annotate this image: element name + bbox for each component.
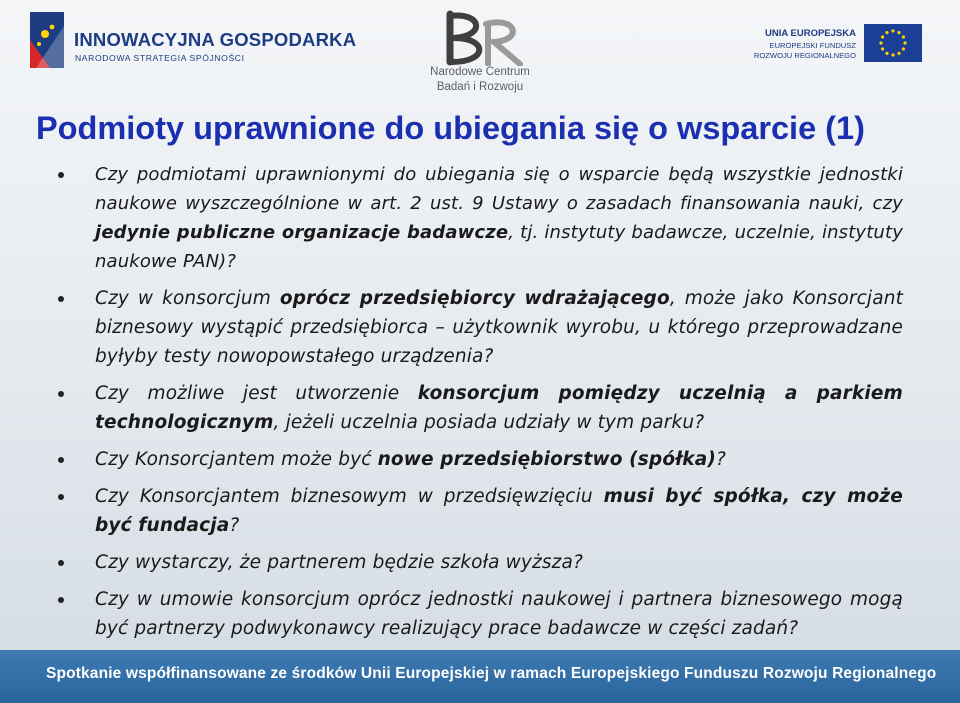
bullet-text: ? [229, 515, 240, 536]
bullet-text: Czy Konsorcjantem może być [95, 449, 378, 470]
bullet-text: , tj. instytuty badawcze, uczelnie, instytuty naukowe PAN)? [95, 222, 903, 272]
bullet-text: ? [715, 449, 726, 470]
slide-title: Podmioty uprawnione do ubiegania się o wsparcie (1) [36, 110, 865, 146]
bullet-text: Czy podmiotami uprawnionymi do ubiegania się o wsparcie będą wszystkie jednostki naukowe wyszczególnione w art. 2 ust. 9 Ustawy o zasadach finansowania nauki, czy [95, 164, 903, 214]
ncbr-logo-line1: Narodowe Centrum [430, 66, 530, 78]
bullet-text: Czy Konsorcjantem biznesowym w przedsięwzięciu [95, 486, 604, 507]
bullet-item [56, 482, 903, 540]
bullet-text: , jeżeli uczelnia posiada udziały w tym parku? [273, 412, 705, 433]
ncbr-br-monogram-icon [442, 10, 528, 66]
eu-logo-line1: UNIA EUROPEJSKA [765, 28, 856, 39]
ncbr-logo [420, 10, 540, 100]
eu-logo-line2: EUROPEJSKI FUNDUSZ [769, 41, 856, 50]
ig-flag-icon [30, 12, 64, 68]
bullet-text: Czy w konsorcjum [95, 288, 280, 309]
bullet-emphasis: jedynie publiczne organizacje badawcze [95, 222, 509, 243]
eu-logo-line3: ROZWOJU REGIONALNEGO [753, 51, 856, 60]
bullet-item [56, 445, 903, 474]
bullet-emphasis: konsorcjum pomiędzy uczelnią a parkiem technologicznym [95, 383, 903, 433]
bullet-item [56, 585, 903, 643]
ncbr-logo-line2: Badań i Rozwoju [436, 81, 524, 93]
eu-erdf-logo [753, 22, 928, 66]
ig-logo-subtitle: NARODOWA STRATEGIA SPÓJNOŚCI [75, 53, 245, 63]
ig-logo-title: INNOWACYJNA GOSPODARKA [74, 29, 357, 50]
bullet-list [56, 160, 903, 651]
bullet-emphasis: musi być spółka, czy może być fundacja [95, 486, 903, 536]
footer-bar [0, 650, 960, 703]
innowacyjna-gospodarka-logo [30, 12, 357, 70]
bullet-text: Czy w umowie konsorcjum oprócz jednostki naukowej i partnera biznesowego mogą być partnerzy podwykonawcy realizujący prace badawcze w części zadań? [95, 589, 903, 639]
bullet-item [56, 160, 903, 276]
bullet-item [56, 284, 903, 371]
slide-header [0, 0, 960, 100]
bullet-text: Czy wystarczy, że partnerem będzie szkoła wyższa? [95, 552, 583, 573]
bullet-item [56, 379, 903, 437]
bullet-text: Czy możliwe jest utworzenie [95, 383, 418, 404]
bullet-emphasis: nowe przedsiębiorstwo (spółka) [377, 449, 716, 470]
bullet-text: , może jako Konsorcjant biznesowy wystąpić przedsiębiorca – użytkownik wyrobu, u którego przeprowadzane byłyby testy nowopowstałego urządzenia? [95, 288, 903, 367]
bullet-item [56, 548, 903, 577]
footer-cofinancing-text: Spotkanie współfinansowane ze środków Unii Europejskiej w ramach Europejskiego Funduszu Rozwoju Regionalnego [46, 665, 937, 682]
eu-flag-icon [864, 24, 922, 62]
bullet-emphasis: oprócz przedsiębiorcy wdrażającego [279, 288, 670, 309]
